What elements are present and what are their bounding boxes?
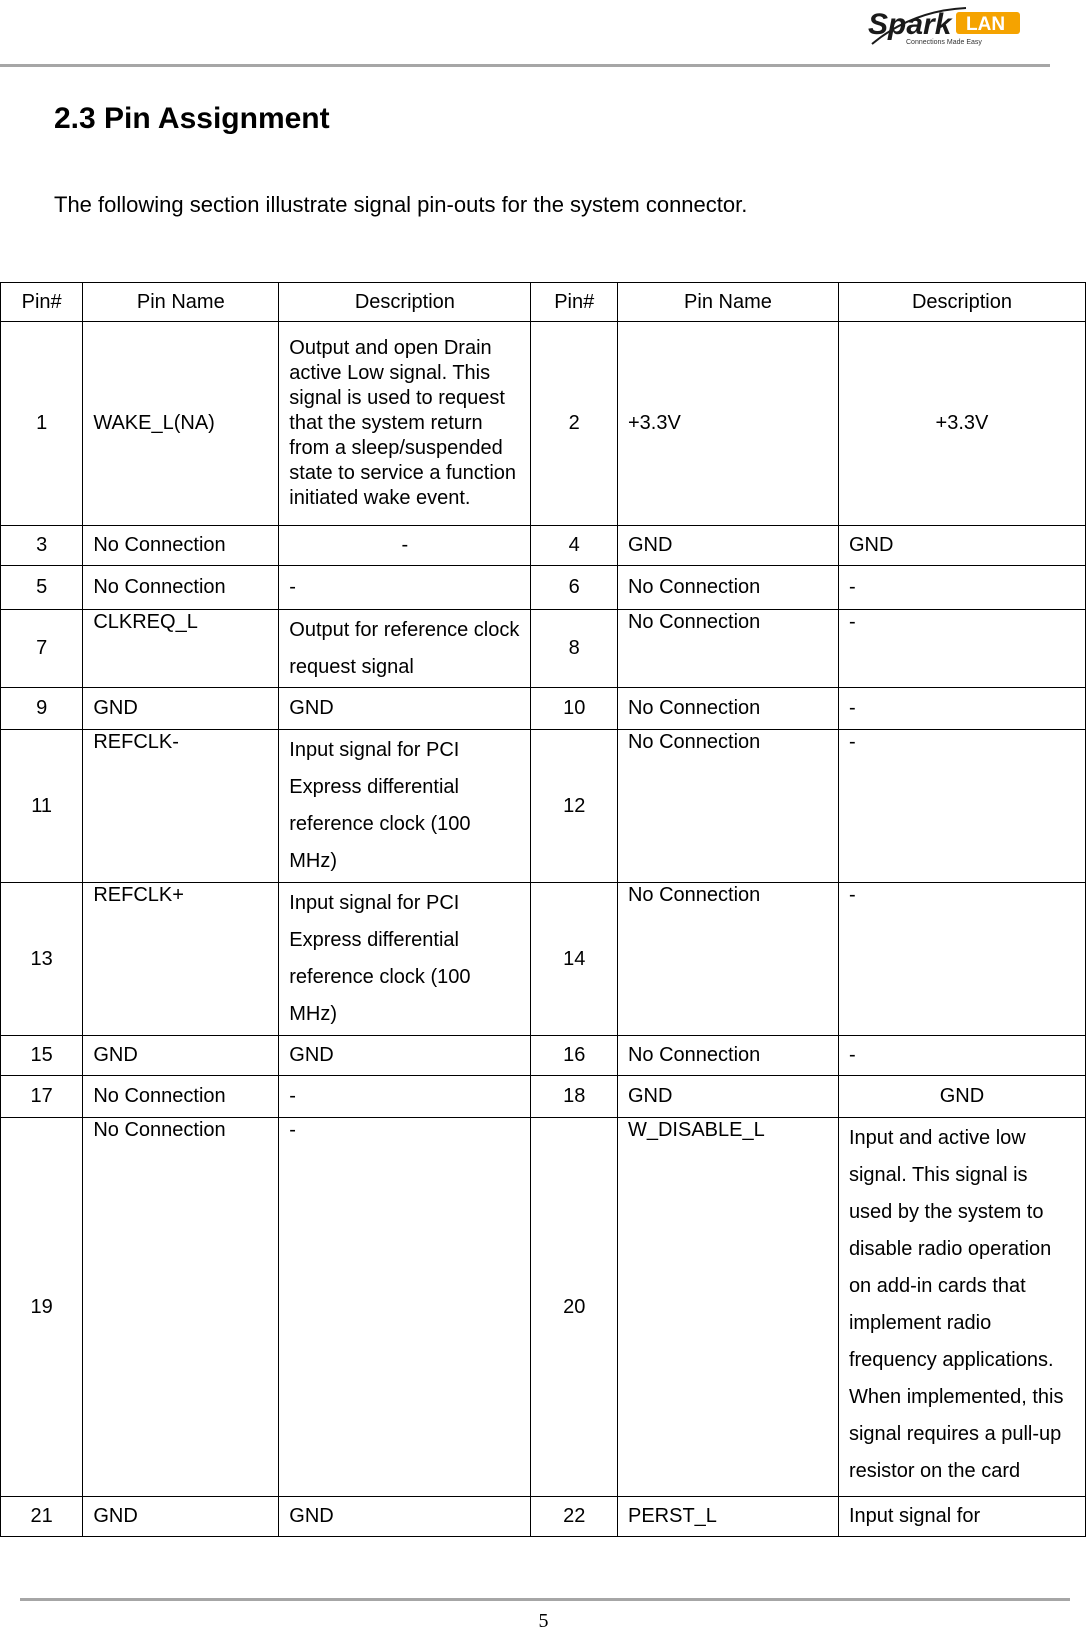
pin-name: GND	[83, 1036, 279, 1076]
pin-name: No Connection	[617, 688, 838, 730]
header-description: Description	[838, 283, 1085, 322]
header-rule	[0, 64, 1050, 67]
pin-name: No Connection	[83, 1076, 279, 1118]
pin-name: No Connection	[83, 1118, 279, 1497]
pin-description: Output and open Drain active Low signal. This signal is used to request that the system return from a sleep/suspended state to service a function initiated wake event.	[279, 322, 531, 526]
table-row	[1, 566, 1086, 610]
pin-name: No Connection	[617, 610, 838, 688]
pin-name: No Connection	[83, 526, 279, 566]
pin-name: GND	[83, 688, 279, 730]
pin-description: -	[279, 566, 531, 610]
pin-number: 8	[531, 610, 618, 688]
pin-number: 19	[1, 1118, 83, 1497]
header-pin-number: Pin#	[531, 283, 618, 322]
table-row	[1, 688, 1086, 730]
pin-description: -	[838, 566, 1085, 610]
header-pin-name: Pin Name	[83, 283, 279, 322]
pin-description: GND	[838, 526, 1085, 566]
pin-description: -	[838, 610, 1085, 688]
pin-number: 1	[1, 322, 83, 526]
pin-name: No Connection	[83, 566, 279, 610]
intro-text: The following section illustrate signal pin-outs for the system connector.	[54, 192, 748, 217]
table-row	[1, 526, 1086, 566]
pin-name: WAKE_L(NA)	[83, 322, 279, 526]
pin-number: 7	[1, 610, 83, 688]
pin-name: CLKREQ_L	[83, 610, 279, 688]
pin-name: REFCLK-	[83, 730, 279, 883]
table-row	[1, 1118, 1086, 1497]
pin-description: -	[838, 730, 1085, 883]
pin-name: GND	[617, 1076, 838, 1118]
pin-description: Input and active low signal. This signal is used by the system to disable radio operation on add-in cards that implement radio frequency applications. When implemented, this signal requires a pull-up resistor on the card	[838, 1118, 1085, 1497]
table-header-row	[1, 283, 1086, 322]
pin-number: 14	[531, 883, 618, 1036]
pin-name: No Connection	[617, 1036, 838, 1076]
pin-number: 12	[531, 730, 618, 883]
pin-number: 5	[1, 566, 83, 610]
sparklan-logo	[866, 4, 1026, 48]
pin-number: 18	[531, 1076, 618, 1118]
table-row	[1, 730, 1086, 883]
table-row	[1, 1076, 1086, 1118]
pin-description: GND	[838, 1076, 1085, 1118]
pin-name: REFCLK+	[83, 883, 279, 1036]
pin-number: 6	[531, 566, 618, 610]
pin-description: GND	[279, 688, 531, 730]
pin-number: 3	[1, 526, 83, 566]
pin-description: -	[838, 883, 1085, 1036]
pin-description: Input signal for	[838, 1497, 1085, 1537]
pin-number: 4	[531, 526, 618, 566]
pin-number: 16	[531, 1036, 618, 1076]
pin-name: W_DISABLE_L	[617, 1118, 838, 1497]
pin-name: No Connection	[617, 566, 838, 610]
pin-number: 17	[1, 1076, 83, 1118]
table-row	[1, 883, 1086, 1036]
pin-number: 15	[1, 1036, 83, 1076]
table-row	[1, 610, 1086, 688]
pin-number: 9	[1, 688, 83, 730]
table-row	[1, 1036, 1086, 1076]
pin-description: -	[838, 1036, 1085, 1076]
pin-description: -	[279, 1076, 531, 1118]
pin-number: 20	[531, 1118, 618, 1497]
pin-name: +3.3V	[617, 322, 838, 526]
pin-description: -	[838, 688, 1085, 730]
pin-description: GND	[279, 1036, 531, 1076]
pin-description: GND	[279, 1497, 531, 1537]
header-description: Description	[279, 283, 531, 322]
pin-description: +3.3V	[838, 322, 1085, 526]
table-row	[1, 1497, 1086, 1537]
pin-description: -	[279, 526, 531, 566]
section-title: 2.3 Pin Assignment	[54, 102, 330, 135]
header-pin-number: Pin#	[1, 283, 83, 322]
pin-number: 22	[531, 1497, 618, 1537]
pin-name: No Connection	[617, 730, 838, 883]
svg-text:LAN: LAN	[966, 14, 1006, 35]
pin-number: 21	[1, 1497, 83, 1537]
pin-name: PERST_L	[617, 1497, 838, 1537]
pin-name: GND	[617, 526, 838, 566]
pin-name: GND	[83, 1497, 279, 1537]
pin-description: -	[279, 1118, 531, 1497]
pin-description: Input signal for PCI Express differential reference clock (100 MHz)	[279, 883, 531, 1036]
footer-rule	[20, 1598, 1070, 1601]
pin-number: 13	[1, 883, 83, 1036]
pin-description: Input signal for PCI Express differential reference clock (100 MHz)	[279, 730, 531, 883]
pin-description: Output for reference clock request signal	[279, 610, 531, 688]
pin-number: 10	[531, 688, 618, 730]
page-number: 5	[538, 1610, 549, 1632]
pin-name: No Connection	[617, 883, 838, 1036]
pin-assignment-table	[0, 282, 1086, 1537]
pin-number: 11	[1, 730, 83, 883]
svg-text:Connections Made Easy: Connections Made Easy	[906, 39, 982, 46]
pin-number: 2	[531, 322, 618, 526]
table-row	[1, 322, 1086, 526]
header-pin-name: Pin Name	[617, 283, 838, 322]
svg-text:Spark: Spark	[868, 8, 952, 41]
